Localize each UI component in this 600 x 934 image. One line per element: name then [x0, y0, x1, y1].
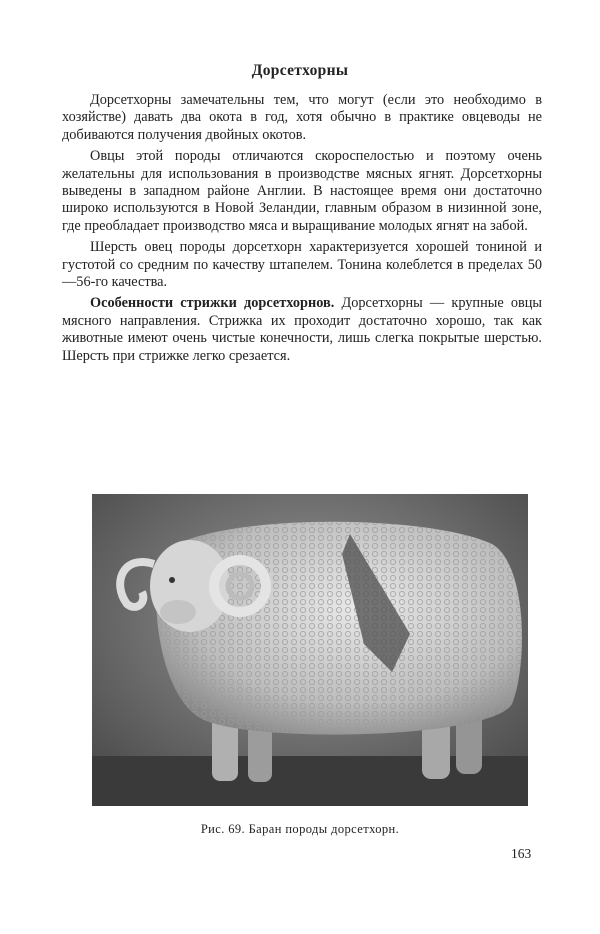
- paragraph-2-text: Овцы этой породы отличаются скороспелостью и поэтому очень желательны для использования в производстве мясных ягнят. Дорсетхорны выведены в западном районе Англии. В настоящее время они достаточно широко используются в Новой Зеландии, главным образом в низинной зоне, где преобладает производство мяса и выращивание молодых ягнят на забой.: [62, 148, 542, 234]
- paragraph-3-text: Шерсть овец породы дорсетхорн характеризуется хорошей тониной и густотой со средним по качеству штапелем. Тонина колеблется в пределах 50—56-го качества.: [62, 239, 542, 291]
- paragraph-4: [62, 295, 542, 365]
- ram-eye: [169, 577, 175, 583]
- paragraph-1-text: Дорсетхорны замечательны тем, что могут (если это необходимо в хозяйстве) давать два окота в год, хотя обычно в практике овцеводы не добиваются получения двойных окотов.: [62, 92, 542, 143]
- page-number: 163: [511, 846, 532, 861]
- paragraph-3: [62, 239, 542, 291]
- body-text: [62, 92, 542, 369]
- ram-photo: [92, 494, 528, 806]
- paragraph-1: [62, 92, 542, 144]
- ram-illustration: [92, 494, 528, 806]
- paragraph-4-text: Дорсетхорны — крупные овцы мясного направления. Стрижка их проходит достаточно хорошо, так как животные имеют очень чистые конечности, лишь слегка покрытые шерстью. Шерсть при стрижке легко срезается.: [62, 295, 542, 364]
- paragraph-4-run-in: Особенности стрижки дорсетхорнов.: [90, 295, 335, 312]
- figure-caption: Рис. 69. Баран породы дорсетхорн.: [200, 822, 400, 836]
- paragraph-2: [62, 148, 542, 235]
- section-heading: Дорсетхорны: [251, 62, 349, 79]
- ram-muzzle: [160, 600, 196, 624]
